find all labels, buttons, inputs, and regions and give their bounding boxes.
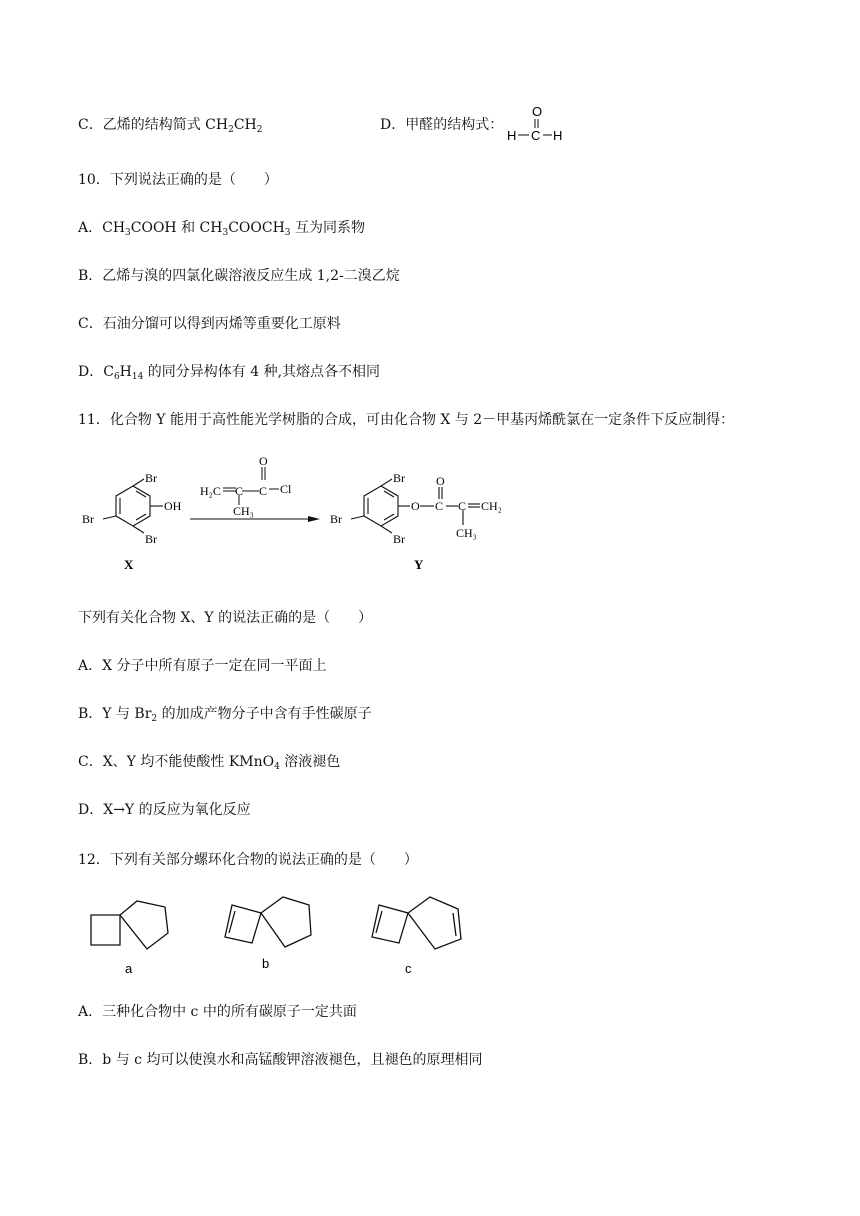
q9-option-c: C．乙烯的结构简式 $CH_2CH_2$ [78, 117, 263, 135]
q11-option-a: A．X 分子中所有原子一定在同一平面上 [78, 658, 327, 674]
y-o-ester: O [411, 499, 420, 513]
q11-option-c: C．X、Y 均不能使酸性 KMnO$_4$ 溶液褪色 [78, 754, 341, 772]
compound-y-label: Y [414, 557, 424, 572]
compound-x-label: X [124, 557, 134, 572]
spiro-compounds [85, 893, 475, 983]
reagent-c1: C [235, 484, 244, 498]
reagent-o: O [259, 455, 268, 468]
compound-b-square [225, 905, 261, 943]
reagent-ch3: CH₃ [233, 504, 254, 518]
q10-option-a: A．$CH_3COOH$ 和 $CH_3COOCH_3$ 互为同系物 [78, 220, 365, 238]
compound-c-pentagon [408, 897, 461, 949]
compound-a-pentagon [120, 901, 168, 949]
q11-option-d: D．X→Y 的反应为氧化反应 [78, 802, 251, 818]
q11-stem: 11．化合物 Y 能用于高性能光学树脂的合成，可由化合物 X 与 2－甲基丙烯酰氯在一定条件下反应制得： [78, 412, 735, 428]
compound-b-pentagon [261, 897, 311, 947]
q12-stem: 12．下列有关部分螺环化合物的说法正确的是（ ） [78, 852, 418, 868]
y-c2: C [458, 499, 467, 513]
reagent-cl: Cl [280, 482, 292, 496]
q12-option-a: A．三种化合物中 c 中的所有碳原子一定共面 [78, 1004, 357, 1020]
y-br-left: Br [330, 512, 342, 526]
y-c1: C [435, 499, 444, 513]
y-ch3: CH₃ [456, 526, 477, 540]
formaldehyde-c: C [531, 128, 541, 143]
x-oh: OH [164, 499, 182, 513]
reagent-h2c: H₂C [200, 484, 221, 498]
compound-c-square [372, 905, 408, 943]
x-br-top: Br [145, 471, 157, 485]
x-br-bottom: Br [145, 532, 157, 546]
formaldehyde-h2: H [553, 128, 563, 143]
y-br-bottom: Br [393, 532, 405, 546]
y-ch2: CH₂ [481, 499, 502, 513]
compound-c-label: c [405, 961, 412, 976]
compound-a-label: a [125, 961, 133, 976]
q11-option-b: B．Y 与 $Br_2$ 的加成产物分子中含有手性碳原子 [78, 706, 372, 724]
formaldehyde-structure [505, 100, 567, 146]
reagent-c2: C [259, 484, 268, 498]
x-br-left: Br [82, 512, 94, 526]
q9-option-d: D．甲醛的结构式： [380, 117, 504, 133]
compound-b-label: b [262, 956, 270, 971]
q10-option-b: B．乙烯与溴的四氯化碳溶液反应生成 1,2-二溴乙烷 [78, 268, 400, 284]
formaldehyde-o: O [532, 104, 543, 119]
q12-option-b: B．b 与 c 均可以使溴水和高锰酸钾溶液褪色，且褪色的原理相同 [78, 1052, 483, 1068]
reaction-scheme [78, 455, 508, 580]
formaldehyde-h1: H [507, 128, 517, 143]
compound-a-square [91, 915, 120, 945]
reaction-arrow-head [308, 516, 320, 522]
y-o-carbonyl: O [436, 474, 445, 488]
y-br-top: Br [393, 471, 405, 485]
q11-sub-stem: 下列有关化合物 X、Y 的说法正确的是（ ） [78, 610, 373, 626]
q10-stem: 10．下列说法正确的是（ ） [78, 172, 278, 188]
q10-option-c: C．石油分馏可以得到丙烯等重要化工原料 [78, 316, 341, 332]
q10-option-d: D．$C_6H_{14}$ 的同分异构体有 4 种,其熔点各不相同 [78, 364, 381, 382]
